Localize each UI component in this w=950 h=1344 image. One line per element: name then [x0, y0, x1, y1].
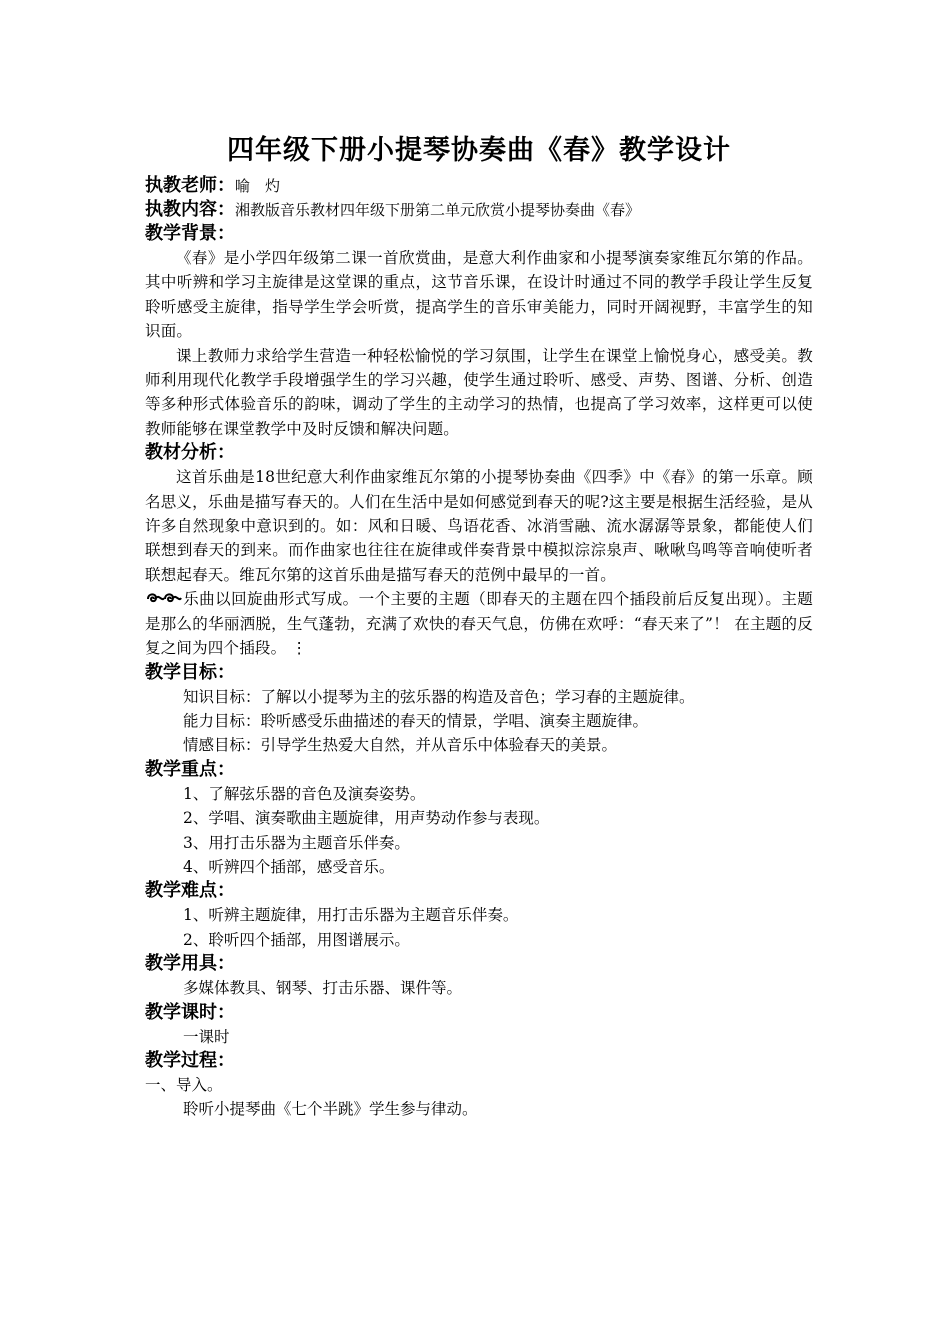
teacher-label: 执教老师：	[145, 175, 235, 196]
analysis-paragraph-2-text: 乐曲以回旋曲形式写成。一个主要的主题（即春天的主题在四个插段前后反复出现）。主题是那么的华丽洒脱，生气蓬勃，充满了欢快的春天气息，仿佛在欢呼：“春天来了”！ 在主题的反复之间为四个插段。 ⋮	[145, 590, 813, 658]
difficulty-item: 1、听辨主题旋律，用打击乐器为主题音乐伴奏。	[183, 906, 519, 925]
document-body	[145, 132, 813, 1122]
goal-item: 能力目标：聆听感受乐曲描述的春天的情景，学唱、演奏主题旋律。	[183, 711, 649, 730]
goals-heading: 教学目标：	[145, 661, 235, 683]
background-paragraph-1: 《春》是小学四年级第二课一首欣赏曲，是意大利作曲家和小提琴演奏家维瓦尔第的作品。其中听辨和学习主旋律是这堂课的重点，这节音乐课，在设计时通过不同的教学手段让学生反复聆听感受主旋律，指导学生学会听赏，提高学生的音乐审美能力，同时开阔视野，丰富学生的知识面。	[145, 249, 813, 341]
process-heading: 教学过程：	[145, 1049, 235, 1071]
tools-text: 多媒体教具、钢琴、打击乐器、课件等。	[183, 979, 463, 998]
teacher-value: 喻 灼	[235, 177, 281, 195]
hours-text: 一课时	[183, 1027, 230, 1046]
analysis-paragraph-2	[145, 587, 813, 660]
key-point-item: 1、了解弦乐器的音色及演奏姿势。	[183, 784, 426, 803]
analysis-paragraph-1: 这首乐曲是18世纪意大利作曲家维瓦尔第的小提琴协奏曲《四季》中《春》的第一乐章。顾名思义，乐曲是描写春天的。人们在生活中是如何感觉到春天的呢?这主要是根据生活经验，是从许多自然现象中意识到的。如：风和日暖、鸟语花香、冰消雪融、流水潺潺等景象，都能使人们联想到春天的到来。而作曲家也往往在旋律或伴奏背景中模拟淙淙泉声、啾啾鸟鸣等音响使听者联想起春天。维瓦尔第的这首乐曲是描写春天的范例中最早的一首。	[145, 468, 813, 584]
key-point-item: 4、听辨四个插部，感受音乐。	[183, 857, 395, 876]
background-heading: 教学背景：	[145, 223, 235, 244]
content-value: 湘教版音乐教材四年级下册第二单元欣赏小提琴协奏曲《春》	[235, 201, 641, 219]
background-paragraph-2: 课上教师力求给学生营造一种轻松愉悦的学习氛围，让学生在课堂上愉悦身心，感受美。教师利用现代化教学手段增强学生的学习兴趣，使学生通过聆听、感受、声势、图谱、分析、创造等多种形式体验音乐的韵味，调动了学生的主动学习的热情，也提高了学习效率，这样更可以使教师能够在课堂教学中及时反馈和解决问题。	[145, 346, 813, 438]
key-point-item: 3、用打击乐器为主题音乐伴奏。	[183, 833, 410, 852]
hours-heading: 教学课时：	[145, 1001, 235, 1023]
process-step-1: 一、导入。	[145, 1075, 223, 1094]
document-title: 四年级下册小提琴协奏曲《春》教学设计	[227, 135, 731, 166]
goal-item: 知识目标：了解以小提琴为主的弦乐器的构造及音色；学习春的主题旋律。	[183, 687, 695, 706]
key-point-item: 2、学唱、演奏歌曲主题旋律，用声势动作参与表现。	[183, 809, 550, 828]
content-label: 执教内容：	[145, 199, 235, 220]
difficulty-item: 2、聆听四个插部，用图谱展示。	[183, 930, 410, 949]
key-points-heading: 教学重点：	[145, 758, 235, 780]
difficulties-heading: 教学难点：	[145, 880, 235, 902]
process-step-1-text: 聆听小提琴曲《七个半跳》学生参与律动。	[183, 1100, 478, 1119]
tools-heading: 教学用具：	[145, 953, 235, 975]
swirl-ornament-icon	[145, 590, 183, 606]
content-line	[145, 198, 813, 222]
analysis-heading: 教材分析：	[145, 442, 235, 464]
teacher-line	[145, 174, 813, 198]
goal-item: 情感目标：引导学生热爱大自然，并从音乐中体验春天的美景。	[183, 736, 618, 755]
